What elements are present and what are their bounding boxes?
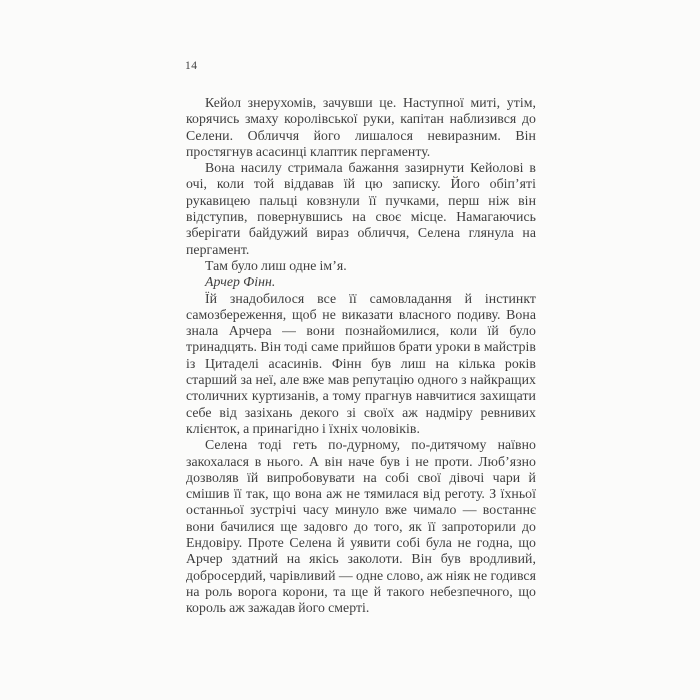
body-paragraph: Їй знадобилося все її самовладання й інстинкт самозбереження, щоб не виказати власного подиву. Вона знала Арчера — вони познайомилися, коли їй було тринадцять. Він тоді саме прийшов брати уроки в майстрів із Цитаделі асасинів. Фінн був лиш на кілька років старший за неї, але вже мав репутацію одного з найкращих столичних куртизанів, а тому прагнув навчитися захищати себе від зазіхань декого зі своїх аж надміру ревнивих клієнток, а принагідно і їхніх чоловіків.: [186, 290, 536, 436]
body-paragraph: Селена тоді геть по-дурному, по-дитячому наївно закохалася в нього. А він наче був і не проти. Люб’язно дозволяв їй випробовувати на собі свої дівочі чари й смішив її так, що вона аж не тямилася від реготу. З їхньої останньої зустрічі часу минуло вже чимало — востаннє вони бачилися ще задовго до того, як її запроторили до Ендовіру. Проте Селена й уявити собі була не годна, що Арчер здатний на якісь заколоти. Він був вродливий, добросердий, чарівливий — одне слово, аж ніяк не годився на роль ворога корони, та ще й такого небезпечного, що король аж зажадав його смерті.: [186, 437, 536, 616]
page-number: 14: [185, 60, 198, 72]
page-text-block: [186, 95, 536, 617]
character-name-paragraph: Арчер Фінн.: [205, 274, 276, 290]
body-paragraph: Вона насилу стримала бажання зазирнути Кейолові в очі, коли той віддавав їй цю записку. Його обіп’яті рукавицею пальці ковзнули її пучками, перш ніж він відступив, повернувшись на своє місце. Намагаючись зберігати байдужий вираз обличчя, Селена глянула на пергамент.: [186, 160, 536, 257]
body-paragraph: Кейол знерухомів, зачувши це. Наступної миті, утім, корячись змаху королівської руки, капітан наблизився до Селени. Обличчя його лишалося невиразним. Він простягнув асасинці клаптик пергаменту.: [186, 95, 536, 159]
body-paragraph: Там було лиш одне ім’я.: [205, 257, 347, 273]
